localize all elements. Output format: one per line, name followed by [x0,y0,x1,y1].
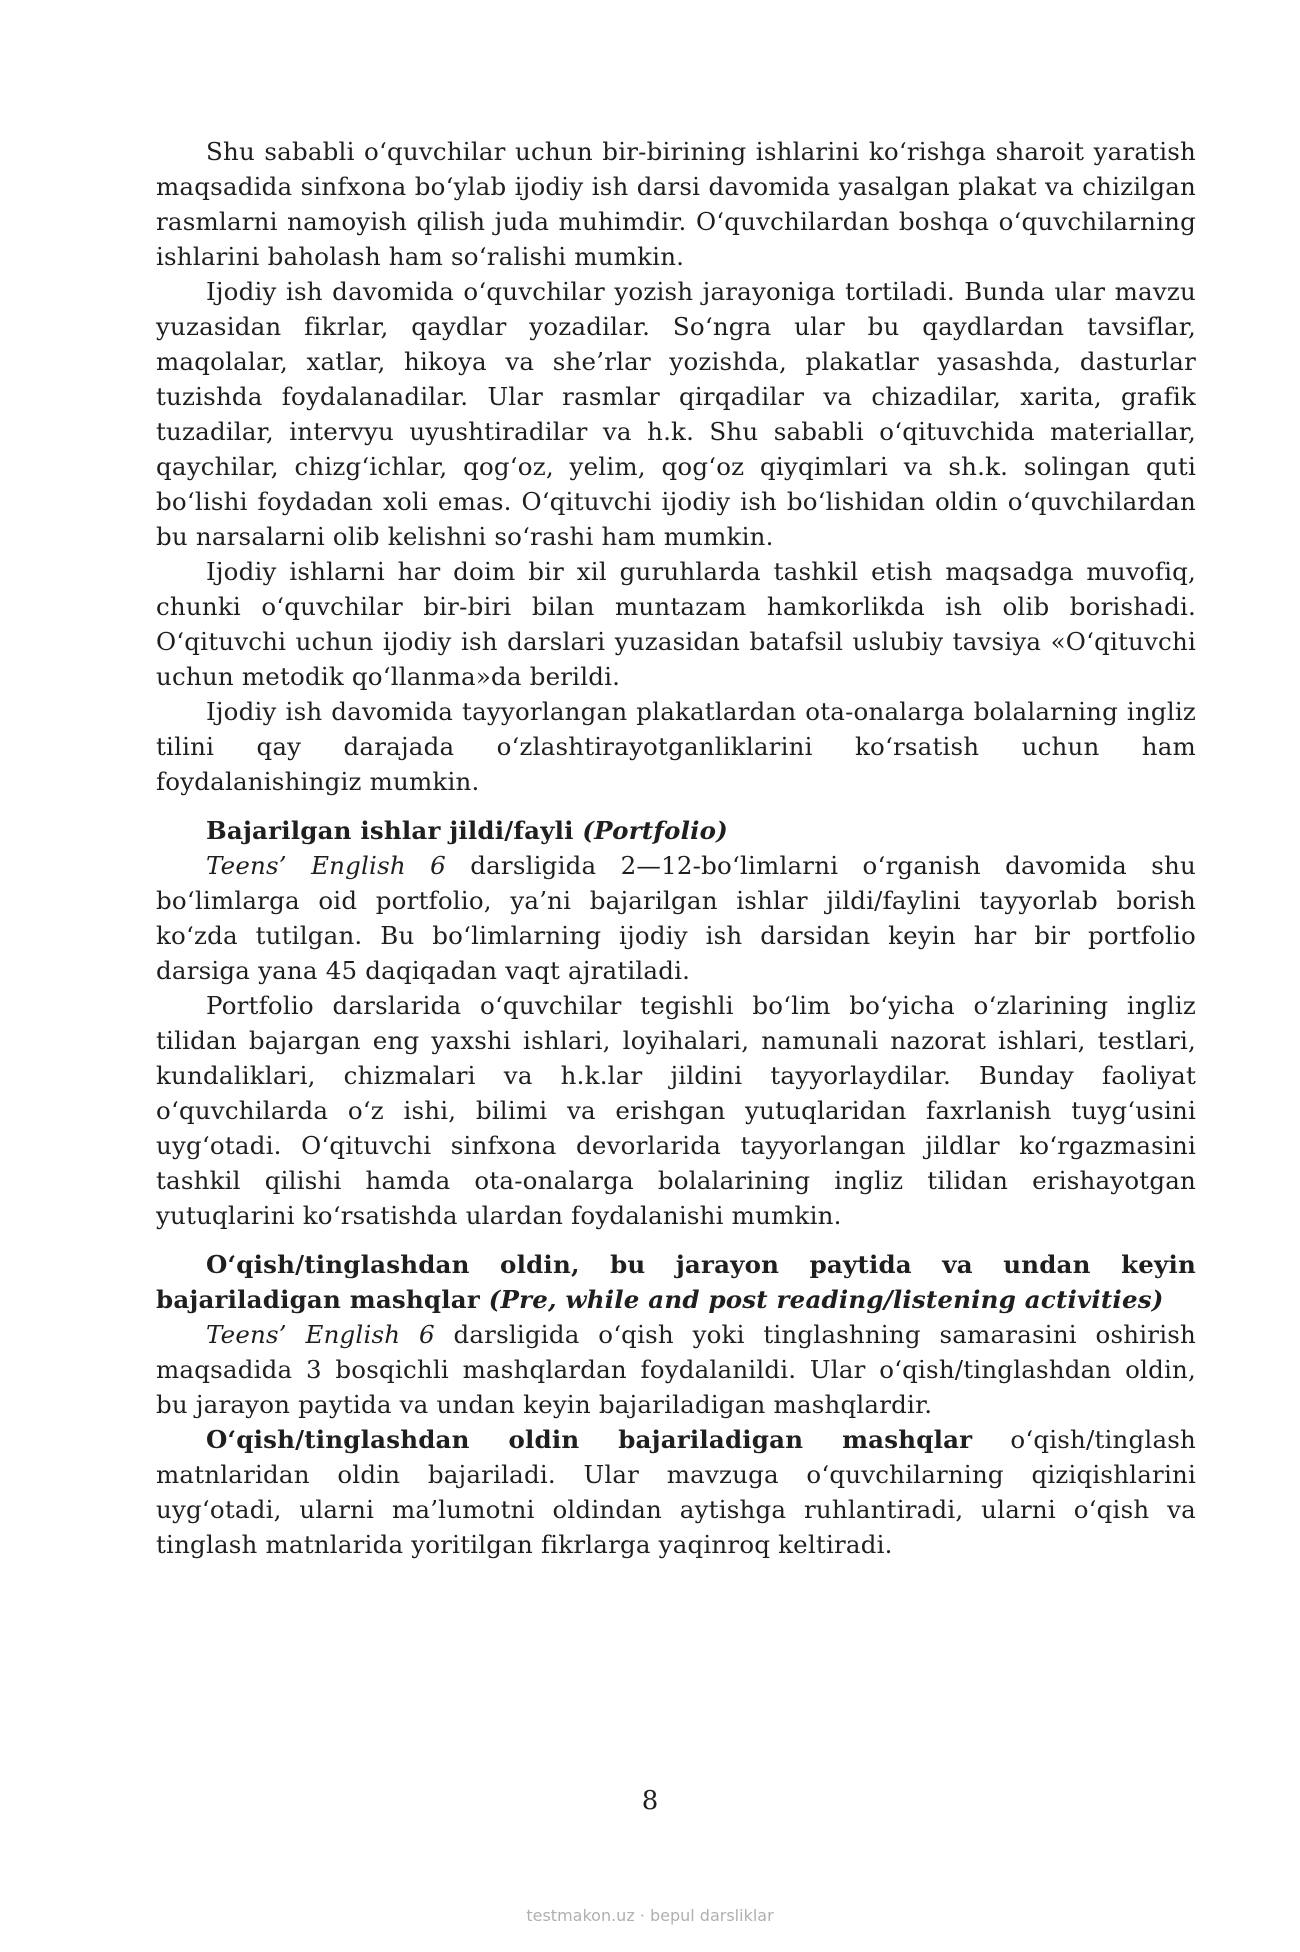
portfolio-heading-text: Bajarilgan ishlar jildi/fayli [206,816,574,845]
paragraph-groups: Ijodiy ishlarni har doim bir xil guruhlarda tashkil etish maqsadga muvofiq, chunki o‘quvchilar bir-biri bilan muntazam hamkorlikda ish olib borishadi. O‘qituvchi uchun ijodiy ish darslari yuzasidan batafsil uslubiy tavsiya «O‘qituvchi uchun metodik qo‘llanma»da berildi. [156,557,1196,691]
page-body [156,134,1196,1562]
paragraph-portfolio-intro [156,848,1196,988]
paragraph-pre-reading [156,1422,1196,1562]
reading-heading-text: O‘qish/tinglashdan oldin, bu jarayon paytida va undan keyin bajariladigan mashqlar [156,1250,1196,1314]
portfolio-intro-text: darsligida 2—12-bo‘limlarni o‘rganish davomida shu bo‘limlarga oid portfolio, ya’ni bajarilgan ishlar jildi/faylini tayyorlab borish ko‘zda tutilgan. Bu bo‘limlarning ijodiy ish darsidan keyin har bir portfolio darsiga yana 45 daqiqadan vaqt ajratiladi. [156,851,1196,985]
paragraph-writing-process: Ijodiy ish davomida o‘quvchilar yozish jarayoniga tortiladi. Bunda ular mavzu yuzasidan fikrlar, qaydlar yozadilar. So‘ngra ular bu qaydlardan tavsiflar, maqolalar, xatlar, hikoya va she’rlar yozishda, plakatlar yasashda, dasturlar tuzishda foydalanadilar. Ular rasmlar qirqadilar va chizadilar, xarita, grafik tuzadilar, intervyu uyushtiradilar va h.k. Shu sababli o‘qituvchida materiallar, qaychilar, chizg‘ichlar, qog‘oz, yelim, qog‘oz qiyqimlari va sh.k. solingan quti bo‘lishi foydadan xoli emas. O‘qituvchi ijodiy ish bo‘lishidan oldin o‘quvchilardan bu narsalarni olib kelishni so‘rashi ham mumkin. [156,277,1196,551]
reading-intro-text: darsligida o‘qish yoki tinglashning samarasini oshirish maqsadida 3 bosqichli mashqlardan foydalanildi. Ular o‘qish/tinglashdan oldin, bu jarayon paytida va undan keyin bajariladigan mashqlardir. [156,1320,1196,1419]
pre-reading-text: o‘qish/tinglash matnlaridan oldin bajariladi. Ular mavzuga o‘quvchilarning qiziqishlarini uyg‘otadi, ularni ma’lumotni oldindan aytishga ruhlantiradi, ularni o‘qish va tinglash matnlarida yoritilgan fikrlarga yaqinroq keltiradi. [156,1425,1196,1559]
paragraph-reading-intro [156,1317,1196,1422]
pre-reading-term: O‘qish/tinglashdan oldin bajariladigan mashqlar [206,1425,973,1454]
reading-heading-sub: (Pre, while and post reading/listening activities) [488,1285,1164,1314]
portfolio-heading-sub: (Portfolio) [582,816,728,845]
page-number: 8 [641,1786,659,1816]
paragraph-parents: Ijodiy ish davomida tayyorlangan plakatlardan ota-onalarga bolalarning ingliz tilini qay darajada o‘zlashtirayotganliklarini ko‘rsatish uchun ham foydalanishingiz mumkin. [156,697,1196,796]
paragraph-showcase: Shu sababli o‘quvchilar uchun bir-birining ishlarini ko‘rishga sharoit yaratish maqsadida sinfxona bo‘ylab ijodiy ish darsi davomida yasalgan plakat va chizilgan rasmlarni namoyish qilish juda muhimdir. O‘quvchilardan boshqa o‘quvchilarning ishlarini baholash ham so‘ralishi mumkin. [156,137,1196,271]
book-title: Teens’ English 6 [206,1320,435,1349]
footer-credit: testmakon.uz · bepul darsliklar [526,1906,774,1925]
portfolio-heading [156,813,1196,848]
paragraph-portfolio-lessons: Portfolio darslarida o‘quvchilar tegishli bo‘lim bo‘yicha o‘zlarining ingliz tilidan bajargan eng yaxshi ishlari, loyihalari, namunali nazorat ishlari, testlari, kundaliklari, chizmalari va h.k.lar jildini tayyorlaydilar. Bunday faoliyat o‘quvchilarda o‘z ishi, bilimi va erishgan yutuqlaridan faxrlanish tuyg‘usini uyg‘otadi. O‘qituvchi sinfxona devorlarida tayyorlangan jildlar ko‘rgazmasini tashkil qilishi hamda ota-onalarga bolalarining ingliz tilidan erishayotgan yutuqlarini ko‘rsatishda ulardan foydalanishi mumkin. [156,991,1196,1230]
book-title: Teens’ English 6 [206,851,446,880]
reading-heading [156,1247,1196,1317]
